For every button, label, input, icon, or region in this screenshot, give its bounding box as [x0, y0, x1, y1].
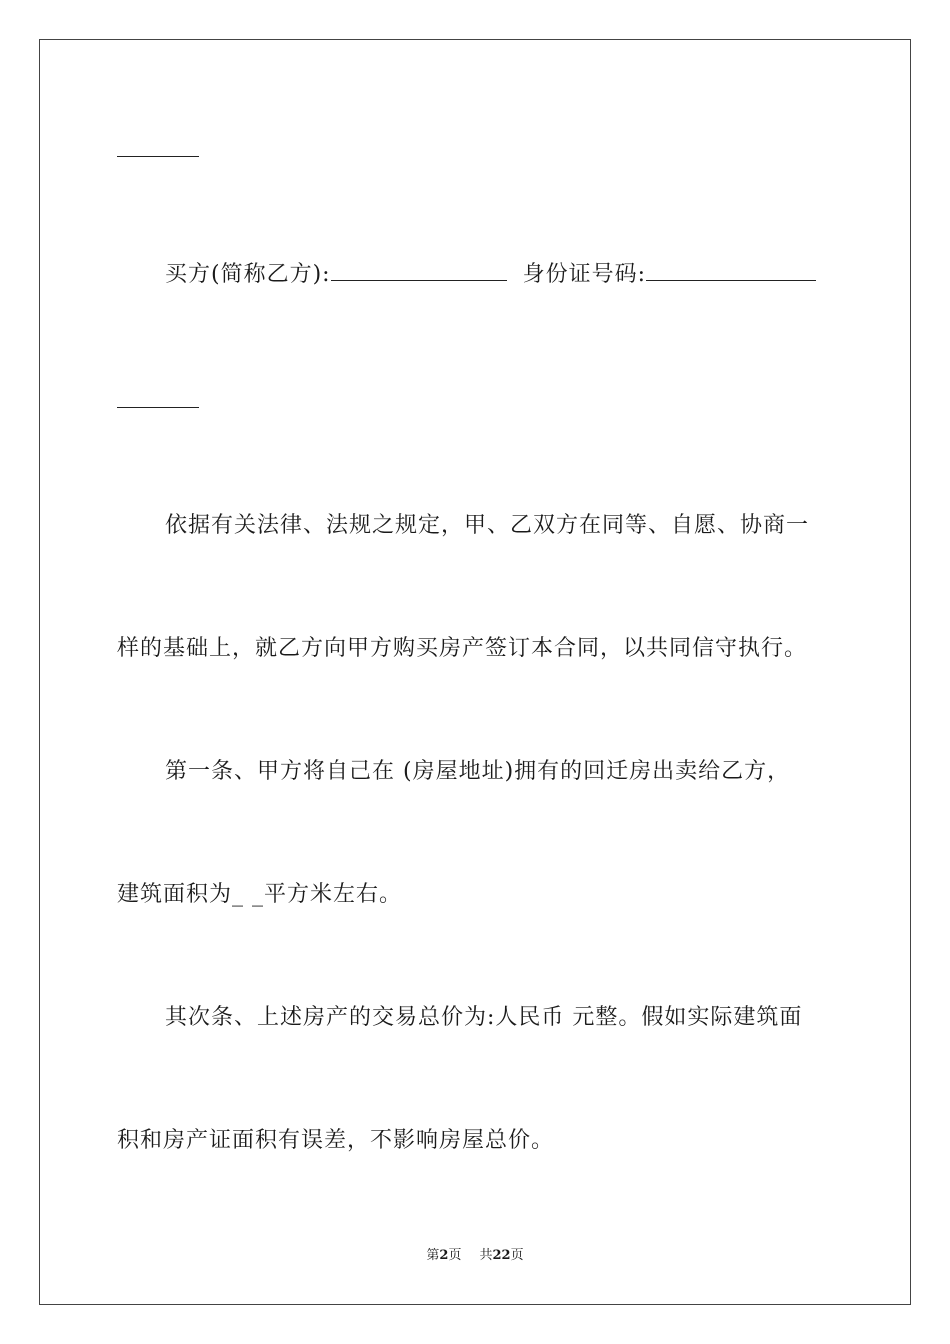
- signature-blank-line-1: [117, 156, 199, 157]
- paragraph-1-line-1: 依据有关法律、法规之规定，甲、乙双方在同等、自愿、协商一: [165, 513, 810, 538]
- buyer-name-blank: [331, 262, 507, 281]
- page-frame: [39, 39, 911, 1305]
- paragraph-3-line-1: 其次条、上述房产的交易总价为:人民币 元整。假如实际建筑面: [165, 1005, 803, 1030]
- paragraph-3-line-2: 积和房产证面积有误差，不影响房屋总价。: [117, 1128, 555, 1153]
- buyer-line: [165, 260, 816, 290]
- paragraph-2-line-2: 建筑面积为_ _平方米左右。: [117, 882, 402, 907]
- paragraph-2-line-1: 第一条、甲方将自己在 (房屋地址)拥有的回迁房出卖给乙方，: [165, 759, 791, 784]
- total-prefix: 共: [479, 1248, 493, 1263]
- paragraph-1-line-2: 样的基础上，就乙方向甲方购买房产签订本合同，以共同信守执行。: [117, 636, 808, 661]
- id-label: 身份证号码:: [522, 262, 647, 287]
- page-footer: [0, 1247, 950, 1265]
- signature-blank-line-2: [117, 407, 199, 408]
- buyer-label: 买方(简称乙方):: [165, 262, 331, 287]
- id-number-blank: [646, 262, 816, 281]
- total-suffix: 页: [510, 1248, 524, 1263]
- page-prefix: 第: [426, 1248, 440, 1263]
- page-number: 2: [439, 1248, 449, 1263]
- page-suffix: 页: [448, 1248, 462, 1263]
- total-pages: 22: [492, 1248, 511, 1263]
